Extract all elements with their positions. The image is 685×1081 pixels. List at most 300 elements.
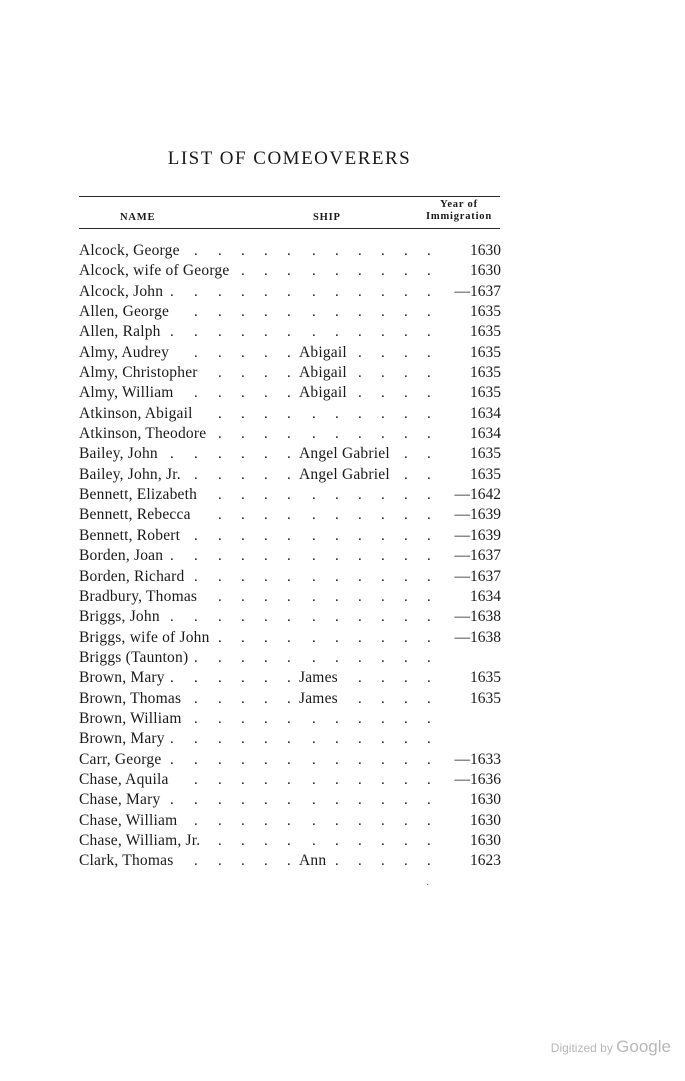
cell-name: Chase, William, Jr. <box>79 831 201 849</box>
leader-dot: . <box>381 263 385 280</box>
leader-dot: . <box>287 426 291 443</box>
leader-dot: . <box>358 832 362 849</box>
leader-dot: . <box>218 609 222 626</box>
cell-year: —1637 <box>454 282 501 300</box>
leader-dot: . <box>218 548 222 565</box>
leader-dot: . <box>264 588 268 605</box>
table-row <box>0 668 685 688</box>
leader-dot: . <box>287 588 291 605</box>
leader-dot: . <box>218 324 222 341</box>
leader-dot: . <box>427 466 431 483</box>
leader-dot: . <box>427 609 431 626</box>
leader-dot: . <box>287 324 291 341</box>
leader-dot: . <box>170 751 174 768</box>
leader-dot: . <box>404 792 408 809</box>
leader-dot: . <box>427 283 431 300</box>
cell-name: Almy, Christopher <box>79 364 198 382</box>
leader-dot: . <box>427 690 431 707</box>
leader-dot: . <box>381 385 385 402</box>
leader-dot: . <box>427 792 431 809</box>
leader-dot: . <box>264 283 268 300</box>
leader-dot: . <box>287 304 291 321</box>
leader-dot: . <box>427 507 431 524</box>
leader-dot: . <box>287 629 291 646</box>
leader-dot: . <box>264 812 268 829</box>
cell-name: Allen, George <box>79 303 170 321</box>
leader-dot: . <box>287 710 291 727</box>
leader-dot: . <box>381 832 385 849</box>
leader-dot: . <box>218 731 222 748</box>
cell-year: —1638 <box>454 628 501 646</box>
leader-dot: . <box>264 548 268 565</box>
google-logo: Google <box>616 1037 671 1056</box>
leader-dot: . <box>381 324 385 341</box>
cell-year: 1630 <box>470 831 501 849</box>
column-header-year-line2: Immigration <box>426 211 492 222</box>
leader-dot: . <box>194 243 198 259</box>
table-row <box>0 628 685 648</box>
leader-dot: . <box>335 832 339 849</box>
cell-name: Almy, William <box>79 384 174 402</box>
leader-dot: . <box>218 710 222 727</box>
cell-year: 1635 <box>470 465 501 483</box>
table-row <box>0 770 685 790</box>
leader-dot: . <box>312 324 316 341</box>
leader-dot: . <box>218 670 222 687</box>
leader-dot: . <box>241 731 245 748</box>
leader-dot: . <box>264 507 268 524</box>
cell-ship: Abigail <box>299 384 347 402</box>
leader-dot: . <box>404 466 408 483</box>
cell-name: Bennett, Robert <box>79 526 181 544</box>
leader-dot: . <box>218 853 222 870</box>
cell-name: Bennett, Rebecca <box>79 506 191 524</box>
table-row <box>0 444 685 464</box>
cell-year: 1634 <box>470 425 501 443</box>
leader-dot: . <box>335 568 339 585</box>
leader-dot: . <box>404 853 408 870</box>
leader-dot: . <box>381 487 385 504</box>
table-row <box>0 831 685 851</box>
cell-name: Almy, Audrey <box>79 343 170 361</box>
leader-dot: . <box>381 426 385 443</box>
leader-dot: . <box>358 243 362 259</box>
leader-dot: . <box>335 243 339 259</box>
leader-dot: . <box>312 405 316 422</box>
leader-dot: . <box>427 853 431 870</box>
leader-dot: . <box>427 751 431 768</box>
leader-dot: . <box>218 649 222 666</box>
column-header-ship: SHIP <box>313 212 341 223</box>
leader-dot: . <box>335 304 339 321</box>
table-row <box>0 607 685 627</box>
leader-dot: . <box>312 487 316 504</box>
leader-dot: . <box>287 263 291 280</box>
leader-dot: . <box>264 609 268 626</box>
leader-dot: . <box>427 588 431 605</box>
leader-dot: . <box>404 710 408 727</box>
leader-dot: . <box>358 812 362 829</box>
leader-dot: . <box>241 446 245 463</box>
table-row <box>0 241 685 261</box>
cell-ship: Abigail <box>299 364 347 382</box>
leader-dot: . <box>264 385 268 402</box>
leader-dot: . <box>358 385 362 402</box>
leader-dot: . <box>170 670 174 687</box>
leader-dot: . <box>241 832 245 849</box>
leader-dot: . <box>312 792 316 809</box>
cell-year: 1623 <box>470 852 501 870</box>
leader-dot: . <box>381 568 385 585</box>
leader-dot: . <box>404 548 408 565</box>
leader-dot: . <box>381 690 385 707</box>
leader-dot: . <box>358 568 362 585</box>
leader-dot: . <box>358 731 362 748</box>
leader-dot: . <box>241 588 245 605</box>
leader-dot: . <box>381 751 385 768</box>
cell-name: Bennett, Elizabeth <box>79 486 198 504</box>
leader-dot: . <box>218 283 222 300</box>
page-speck: · <box>426 880 430 891</box>
comeoverers-table <box>0 241 685 872</box>
leader-dot: . <box>194 385 198 402</box>
leader-dot: . <box>404 649 408 666</box>
leader-dot: . <box>194 812 198 829</box>
leader-dot: . <box>194 771 198 788</box>
leader-dot: . <box>170 548 174 565</box>
table-row <box>0 343 685 363</box>
leader-dot: . <box>287 283 291 300</box>
cell-year: 1634 <box>470 404 501 422</box>
table-top-rule <box>79 196 500 197</box>
leader-dot: . <box>194 649 198 666</box>
cell-ship: Ann <box>299 852 327 870</box>
leader-dot: . <box>381 588 385 605</box>
cell-year: —1639 <box>454 506 501 524</box>
cell-name: Clark, Thomas <box>79 852 174 870</box>
leader-dot: . <box>218 344 222 361</box>
leader-dot: . <box>194 548 198 565</box>
leader-dot: . <box>358 771 362 788</box>
cell-name: Bailey, John <box>79 445 158 463</box>
leader-dot: . <box>404 426 408 443</box>
leader-dot: . <box>404 446 408 463</box>
table-row <box>0 750 685 770</box>
leader-dot: . <box>335 507 339 524</box>
cell-year: —1642 <box>454 486 501 504</box>
leader-dot: . <box>358 426 362 443</box>
leader-dot: . <box>170 283 174 300</box>
table-row <box>0 282 685 302</box>
leader-dot: . <box>194 853 198 870</box>
leader-dot: . <box>287 365 291 382</box>
leader-dot: . <box>241 649 245 666</box>
table-row <box>0 648 685 668</box>
leader-dot: . <box>358 263 362 280</box>
cell-year: 1635 <box>470 323 501 341</box>
leader-dot: . <box>404 609 408 626</box>
leader-dot: . <box>241 283 245 300</box>
leader-dot: . <box>404 527 408 544</box>
leader-dot: . <box>335 649 339 666</box>
leader-dot: . <box>335 751 339 768</box>
leader-dot: . <box>404 568 408 585</box>
leader-dot: . <box>241 487 245 504</box>
leader-dot: . <box>404 690 408 707</box>
cell-name: Bradbury, Thomas <box>79 587 198 605</box>
leader-dot: . <box>194 283 198 300</box>
cell-name: Alcock, John <box>79 282 164 300</box>
cell-ship: Abigail <box>299 343 347 361</box>
leader-dot: . <box>241 405 245 422</box>
leader-dot: . <box>358 507 362 524</box>
leader-dot: . <box>218 385 222 402</box>
leader-dot: . <box>358 609 362 626</box>
leader-dot: . <box>381 548 385 565</box>
leader-dot: . <box>358 670 362 687</box>
leader-dot: . <box>218 690 222 707</box>
cell-year: 1635 <box>470 384 501 402</box>
leader-dot: . <box>241 426 245 443</box>
leader-dot: . <box>218 751 222 768</box>
leader-dot: . <box>427 548 431 565</box>
leader-dot: . <box>287 731 291 748</box>
table-row <box>0 322 685 342</box>
leader-dot: . <box>404 385 408 402</box>
leader-dot: . <box>358 344 362 361</box>
leader-dot: . <box>241 365 245 382</box>
leader-dot: . <box>218 507 222 524</box>
leader-dot: . <box>241 527 245 544</box>
leader-dot: . <box>312 304 316 321</box>
leader-dot: . <box>194 324 198 341</box>
leader-dot: . <box>287 527 291 544</box>
leader-dot: . <box>312 629 316 646</box>
table-row <box>0 261 685 281</box>
column-header-year <box>416 199 502 223</box>
leader-dot: . <box>404 304 408 321</box>
leader-dot: . <box>335 426 339 443</box>
leader-dot: . <box>312 263 316 280</box>
leader-dot: . <box>312 243 316 259</box>
leader-dot: . <box>287 751 291 768</box>
leader-dot: . <box>241 629 245 646</box>
leader-dot: . <box>287 609 291 626</box>
table-row <box>0 709 685 729</box>
table-row <box>0 729 685 749</box>
leader-dot: . <box>358 405 362 422</box>
leader-dot: . <box>312 426 316 443</box>
leader-dot: . <box>218 771 222 788</box>
leader-dot: . <box>241 670 245 687</box>
cell-ship: James <box>299 689 338 707</box>
column-header-name: NAME <box>120 212 156 223</box>
leader-dot: . <box>335 263 339 280</box>
leader-dot: . <box>404 751 408 768</box>
leader-dot: . <box>404 344 408 361</box>
leader-dot: . <box>218 446 222 463</box>
leader-dot: . <box>194 751 198 768</box>
cell-year: —1638 <box>454 608 501 626</box>
leader-dot: . <box>241 792 245 809</box>
leader-dot: . <box>264 751 268 768</box>
leader-dot: . <box>404 731 408 748</box>
leader-dot: . <box>194 710 198 727</box>
cell-year: —1636 <box>454 770 501 788</box>
cell-year: 1634 <box>470 587 501 605</box>
table-row <box>0 587 685 607</box>
leader-dot: . <box>381 649 385 666</box>
leader-dot: . <box>381 283 385 300</box>
cell-year: 1635 <box>470 689 501 707</box>
cell-year: —1639 <box>454 526 501 544</box>
table-row <box>0 811 685 831</box>
leader-dot: . <box>427 263 431 280</box>
cell-year: 1630 <box>470 242 501 259</box>
leader-dot: . <box>218 466 222 483</box>
leader-dot: . <box>312 527 316 544</box>
leader-dot: . <box>264 731 268 748</box>
leader-dot: . <box>194 568 198 585</box>
leader-dot: . <box>427 832 431 849</box>
leader-dot: . <box>335 487 339 504</box>
leader-dot: . <box>218 304 222 321</box>
leader-dot: . <box>287 548 291 565</box>
leader-dot: . <box>194 527 198 544</box>
leader-dot: . <box>264 792 268 809</box>
leader-dot: . <box>358 365 362 382</box>
cell-ship: Angel Gabriel <box>299 465 390 483</box>
leader-dot: . <box>335 548 339 565</box>
leader-dot: . <box>194 466 198 483</box>
cell-year: 1630 <box>470 811 501 829</box>
table-row <box>0 424 685 444</box>
leader-dot: . <box>381 812 385 829</box>
leader-dot: . <box>358 324 362 341</box>
leader-dot: . <box>287 466 291 483</box>
leader-dot: . <box>427 405 431 422</box>
table-row <box>0 485 685 505</box>
leader-dot: . <box>335 324 339 341</box>
leader-dot: . <box>358 629 362 646</box>
cell-name: Chase, Mary <box>79 791 161 809</box>
leader-dot: . <box>358 751 362 768</box>
leader-dot: . <box>381 405 385 422</box>
leader-dot: . <box>218 487 222 504</box>
cell-name: Brown, Mary <box>79 669 165 687</box>
leader-dot: . <box>218 527 222 544</box>
leader-dot: . <box>264 304 268 321</box>
leader-dot: . <box>218 568 222 585</box>
table-row <box>0 567 685 587</box>
leader-dot: . <box>312 832 316 849</box>
table-row <box>0 465 685 485</box>
leader-dot: . <box>218 588 222 605</box>
leader-dot: . <box>427 365 431 382</box>
leader-dot: . <box>287 670 291 687</box>
leader-dot: . <box>404 629 408 646</box>
cell-name: Briggs, wife of John <box>79 628 210 646</box>
leader-dot: . <box>312 609 316 626</box>
leader-dot: . <box>241 771 245 788</box>
leader-dot: . <box>287 344 291 361</box>
leader-dot: . <box>381 853 385 870</box>
leader-dot: . <box>241 324 245 341</box>
watermark-prefix: Digitized by <box>550 1041 613 1055</box>
leader-dot: . <box>287 446 291 463</box>
leader-dot: . <box>404 324 408 341</box>
leader-dot: . <box>264 853 268 870</box>
leader-dot: . <box>287 812 291 829</box>
leader-dot: . <box>427 812 431 829</box>
leader-dot: . <box>427 568 431 585</box>
leader-dot: . <box>241 304 245 321</box>
leader-dot: . <box>335 771 339 788</box>
cell-name: Bailey, John, Jr. <box>79 465 181 483</box>
cell-name: Chase, William <box>79 811 178 829</box>
table-header-rule <box>79 228 500 229</box>
leader-dot: . <box>194 609 198 626</box>
cell-name: Chase, Aquila <box>79 770 169 788</box>
leader-dot: . <box>264 771 268 788</box>
leader-dot: . <box>312 731 316 748</box>
leader-dot: . <box>381 629 385 646</box>
leader-dot: . <box>264 832 268 849</box>
leader-dot: . <box>427 304 431 321</box>
leader-dot: . <box>404 243 408 259</box>
leader-dot: . <box>241 690 245 707</box>
leader-dot: . <box>404 263 408 280</box>
leader-dot: . <box>287 405 291 422</box>
leader-dot: . <box>404 812 408 829</box>
leader-dot: . <box>312 812 316 829</box>
cell-name: Alcock, wife of George <box>79 262 230 280</box>
leader-dot: . <box>381 670 385 687</box>
leader-dot: . <box>241 243 245 259</box>
leader-dot: . <box>427 771 431 788</box>
leader-dot: . <box>335 609 339 626</box>
leader-dot: . <box>312 283 316 300</box>
cell-year: 1635 <box>470 445 501 463</box>
leader-dot: . <box>241 263 245 280</box>
cell-year: —1633 <box>454 750 501 768</box>
leader-dot: . <box>404 771 408 788</box>
page-title-text: LIST OF COMEOVERERS <box>167 148 412 169</box>
leader-dot: . <box>312 548 316 565</box>
digitized-by-google-watermark <box>551 1037 671 1057</box>
leader-dot: . <box>241 344 245 361</box>
leader-dot: . <box>264 405 268 422</box>
cell-name: Alcock, George <box>79 242 180 259</box>
leader-dot: . <box>170 324 174 341</box>
leader-dot: . <box>218 426 222 443</box>
leader-dot: . <box>170 609 174 626</box>
leader-dot: . <box>264 710 268 727</box>
leader-dot: . <box>427 710 431 727</box>
cell-year: —1637 <box>454 567 501 585</box>
table-row <box>0 505 685 525</box>
leader-dot: . <box>194 670 198 687</box>
leader-dot: . <box>312 771 316 788</box>
leader-dot: . <box>287 568 291 585</box>
leader-dot: . <box>358 792 362 809</box>
leader-dot: . <box>264 527 268 544</box>
leader-dot: . <box>264 365 268 382</box>
leader-dot: . <box>312 649 316 666</box>
leader-dot: . <box>381 527 385 544</box>
leader-dot: . <box>358 304 362 321</box>
leader-dot: . <box>287 832 291 849</box>
